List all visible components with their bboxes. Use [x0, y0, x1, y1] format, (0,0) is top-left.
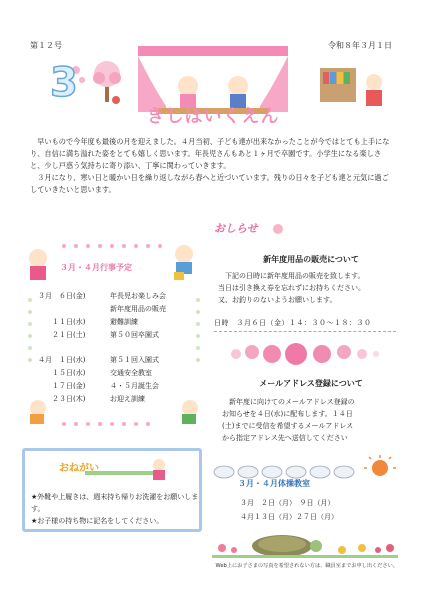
- schedule-date: １１日(水): [38, 318, 86, 326]
- footer-note: Web上にお子さまの写真を希望されない方は、職員室までお申し出ください。: [215, 563, 398, 569]
- schedule-date: ３月 ６日(金): [38, 292, 86, 300]
- schedule-title: ３月・４月行事予定: [60, 263, 132, 272]
- schedule-row: [38, 354, 208, 367]
- pe-class-list: [240, 496, 338, 524]
- schedule-list: [38, 290, 208, 406]
- schedule-row: [38, 380, 208, 393]
- intro-paragraph: 早いもので今年度も最後の月を迎えました。４月当初、子ども達が出来なかったことが今ではとても上手になり、自信に満ち溢れた姿をとても嬉しく思います。年長児さんもあと１ヶ月で卒園です。小学生になる楽しさと、少し戸惑う気持ちに寄り添い、丁寧に関わっていきます。: [30, 137, 390, 170]
- schedule-date: １７日(金): [38, 382, 86, 390]
- schedule-event: 避難訓練: [110, 318, 138, 326]
- intro-paragraph: ３月になり、寒い日と暖かい日を繰り返しながら春へと近づいています。残りの日々を子ども達と元気に過ごしていきたいと思います。: [30, 173, 389, 194]
- pe-class-row: ４月１３日（月）２７日（月）: [240, 513, 338, 521]
- bookshelf-art: [320, 64, 390, 112]
- schedule-date: [38, 303, 110, 316]
- schedule-event: 第５０回卒園式: [110, 331, 159, 339]
- email-line: お知らせを４日(水)に配布します。１４日: [222, 410, 353, 418]
- month-number: 3: [50, 60, 78, 106]
- oshirase-label: おしらせ: [214, 222, 258, 235]
- supplies-time: 日時 ３月６日（金）１４：３０～１８：３０: [214, 318, 396, 332]
- email-line: 新年度に向けてのメールアドレス登録の: [229, 398, 355, 406]
- pe-class-title: ３月・４月体操教室: [238, 479, 310, 488]
- schedule-date: ２１日(土): [38, 331, 86, 339]
- schedule-row: [38, 316, 208, 329]
- request-list: [31, 491, 201, 527]
- schedule-event: ４・５月誕生会: [110, 382, 159, 390]
- month-badge: [46, 60, 88, 108]
- cherry-tree-icon: [90, 56, 124, 106]
- schedule-row: [38, 393, 208, 406]
- intro-text: [30, 136, 392, 196]
- issue-date: 令和８年３月１日: [328, 41, 392, 50]
- email-line: から指定アドレス先へ送信してください: [222, 434, 348, 442]
- supplies-line: 当日は引き換え券を忘れずにお持ちください。: [218, 284, 365, 292]
- issue-number: 第１２号: [30, 41, 62, 50]
- supplies-body: [218, 270, 398, 306]
- email-line: (土)までに受信を希望するメールアドレス: [222, 422, 354, 430]
- request-item: ★外靴や上履きは、週末持ち帰りお洗濯をお願いします。: [31, 493, 199, 513]
- schedule-event: 新年度用品の販売: [110, 305, 166, 313]
- schedule-row: [38, 367, 208, 380]
- schedule-event: お迎え訓練: [110, 395, 145, 403]
- schedule-row: [38, 303, 208, 316]
- schedule-row: [38, 329, 208, 342]
- schedule-event: 第５１回入園式: [110, 356, 159, 364]
- turtle-flowers-art: [212, 524, 398, 558]
- newsletter-title: きしほいくえん: [146, 106, 280, 127]
- request-heading: おねがい: [59, 463, 99, 474]
- pink-dots-art: [226, 338, 396, 370]
- request-box: [22, 448, 202, 532]
- schedule-event: 年長児お楽しみ会: [110, 292, 166, 300]
- schedule-date: ４月 １日(水): [38, 356, 86, 364]
- schedule-event: 交通安全教室: [110, 369, 152, 377]
- pe-class-row: ３月 ２日（月） ９日（月）: [240, 499, 335, 507]
- supplies-line: 下記の日時に新年度用品の販売を致します。: [225, 272, 365, 280]
- schedule-date: １５日(水): [38, 369, 86, 377]
- schedule-row: [38, 290, 208, 303]
- email-body: [222, 396, 402, 444]
- schedule-date: ２３日(木): [38, 395, 86, 403]
- supplies-title: 新年度用品の販売について: [263, 255, 359, 264]
- oshirase-label-wrap: [214, 218, 284, 240]
- request-item: ★お子様の持ち物に記名をしてください。: [31, 517, 164, 525]
- supplies-line: 又、お釣りのないようお願いします。: [218, 296, 337, 304]
- email-title: メールアドレス登録について: [259, 379, 363, 388]
